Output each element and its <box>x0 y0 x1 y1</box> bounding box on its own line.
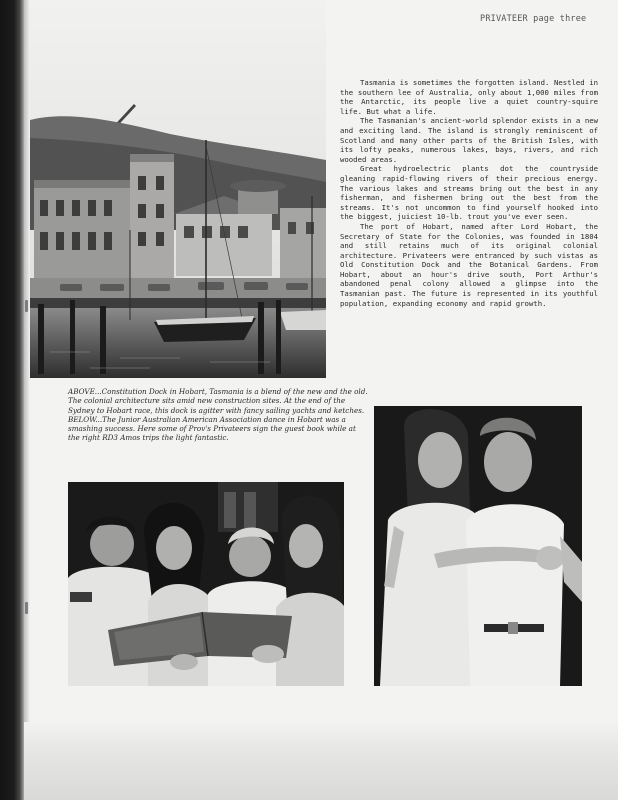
guest-book-photo <box>68 482 344 686</box>
article-paragraph: The Tasmanian's ancient-world splendor exists in a new and exciting land. The island is strongly reminiscent of Scotland and many other parts of the British Isles, with its lofty peaks, numerous lakes, bays, rivers, and rich wooded areas. <box>340 116 598 164</box>
bottom-margin-shadow <box>24 722 618 800</box>
article-body <box>340 78 598 308</box>
caption-below: BELOW...The Junior Australian American Association dance in Hobart was a smashing success. Here some of Prov's Privateers sign the guest book while at the right RD3 Amos trips the light fantastic. <box>68 414 356 443</box>
harbor-photo <box>30 0 326 378</box>
binding-edge <box>0 0 24 800</box>
staple-mark <box>25 602 28 614</box>
photo-caption <box>68 387 368 443</box>
guest-book-photo-icon <box>68 482 344 686</box>
harbor-photo-icon <box>30 0 326 378</box>
dance-photo <box>374 406 582 686</box>
article-paragraph: Tasmania is sometimes the forgotten island. Nestled in the southern lee of Australia, only about 1,000 miles from the Antarctic, its people live a quiet country-squire life. But what a life. <box>340 78 598 116</box>
caption-above: ABOVE...Constitution Dock in Hobart, Tasmania is a blend of the new and the old. The colonial architecture sits amid new construction sites. At the end of the Sydney to Hobart race, this dock is agitter with fancy sailing yachts and ketches. <box>68 387 368 415</box>
article-paragraph: The port of Hobart, named after Lord Hobart, the Secretary of State for the Colonies, was founded in 1804 and still retains much of its original colonial architecture. Privateers were entranced by such vistas as Old Constitution Dock and the Botanical Gardens. From Hobart, about an hour's drive south, Port Arthur's abandoned penal colony allowed a glimpse into the Tasmanian past. The future is represented in its youthful population, expanding economy and rapid growth. <box>340 221 598 308</box>
article-paragraph: Great hydroelectric plants dot the countryside gleaning rapid-flowing rivers of their precious energy. The various lakes and streams bring out the best in any fisherman, and fishermen bring out the best from the streams. It's not uncommon to find yourself hooked into the biggest, juiciest 10-lb. trout you've ever seen. <box>340 164 598 222</box>
running-head: PRIVATEER page three <box>480 14 587 24</box>
dance-photo-icon <box>374 406 582 686</box>
staple-mark <box>25 300 28 312</box>
